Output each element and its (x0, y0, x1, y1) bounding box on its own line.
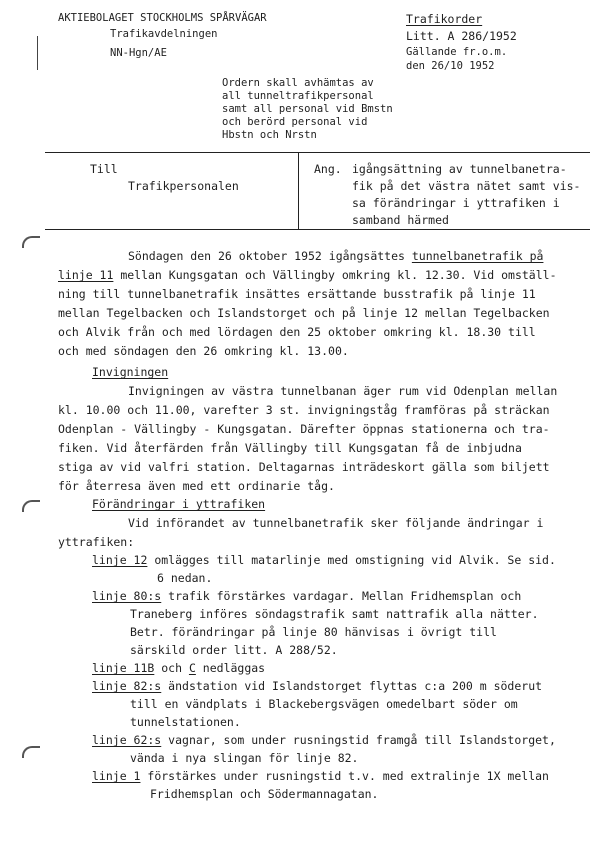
pickup-note-line: Ordern skall avhämtas av (222, 77, 374, 89)
pickup-note-line: och berörd personal vid (222, 116, 368, 128)
punch-hole-mark (22, 500, 40, 512)
address-box-top-rule (45, 152, 590, 153)
punch-hole-mark (22, 746, 40, 758)
inauguration-line: stiga av vid valfri station. Deltagarnas inträdeskort gälla som biljett (58, 460, 550, 474)
change-item-linje-1: linje 1 förstärkes under rusningstid t.v. med extralinje 1X mellan (92, 769, 549, 783)
intro-paragraph-line: Söndagen den 26 oktober 1952 igångsättes tunnelbanetrafik på (128, 249, 544, 263)
change-item-linje-82: linje 82:s ändstation vid Islandstorget flyttas c:a 200 m söderut (92, 679, 543, 693)
subject-line: igångsättning av tunnelbanetra- (352, 162, 567, 176)
reference-code: NN-Hgn/AE (110, 47, 167, 59)
change-item-linje-80: linje 80:s trafik förstärkes vardagar. Mellan Fridhemsplan och (92, 589, 522, 603)
intro-paragraph-line: mellan Tegelbacken och Islandstorget och på linje 12 mellan Tegelbacken (58, 306, 550, 320)
change-item-continuation: Betr. förändringar på linje 80 hänvisas i övrigt till (130, 625, 497, 639)
inauguration-line: kl. 10.00 och 11.00, varefter 3 st. invigningståg framföras på sträckan (58, 403, 550, 417)
change-item-linje-11b-c: linje 11B och C nedläggas (92, 661, 266, 675)
change-item-linje-12: linje 12 omlägges till matarlinje med omstigning vid Alvik. Se sid. (92, 553, 556, 567)
changes-intro-line: yttrafiken: (58, 535, 135, 549)
order-number: Litt. A 286/1952 (406, 29, 517, 43)
company-name: AKTIEBOLAGET STOCKHOLMS SPÅRVÄGAR (58, 12, 267, 24)
intro-paragraph-line: och Alvik från och med lördagen den 25 oktober omkring kl. 18.30 till (58, 325, 536, 339)
inauguration-line: Invigningen av västra tunnelbanan äger rum vid Odenplan mellan (128, 384, 558, 398)
validity-line-2: den 26/10 1952 (406, 60, 495, 72)
intro-paragraph-line: linje 11 mellan Kungsgatan och Vällingby omkring kl. 12.30. Vid omställ- (58, 268, 557, 282)
address-box-divider (298, 152, 299, 229)
recipient: Trafikpersonalen (128, 179, 239, 193)
pickup-note-line: samt all personal vid Bmstn (222, 103, 393, 115)
changes-heading: Förändringar i yttrafiken (92, 497, 266, 511)
department-name: Trafikavdelningen (110, 28, 218, 40)
change-item-continuation: Fridhemsplan och Södermannagatan. (150, 787, 379, 801)
subject-line: sa förändringar i yttrafiken i (352, 196, 560, 210)
change-item-linje-62: linje 62:s vagnar, som under rusningstid framgå till Islandstorget, (92, 733, 556, 747)
subject-line: fik på det västra nätet samt vis- (352, 179, 581, 193)
inauguration-line: för återresa även med ett ordinarie tåg. (58, 479, 335, 493)
intro-paragraph-line: och med söndagen den 26 omkring kl. 13.00. (58, 344, 349, 358)
validity-line-1: Gällande fr.o.m. (406, 46, 508, 58)
inauguration-line: Odenplan - Vällingby - Kungsgatan. Därefter öppnas stationerna och tra- (58, 422, 550, 436)
subject-line: samband härmed (352, 213, 449, 227)
subject-label: Ang. (314, 162, 342, 176)
punch-hole-mark (22, 236, 40, 248)
address-box-bottom-rule (45, 229, 590, 230)
inauguration-line: fiken. Vid återfärden från Vällingby till Kungsgatan få de inbjudna (58, 441, 522, 455)
order-type: Trafikorder (406, 12, 483, 26)
pickup-note-line: Hbstn och Nrstn (222, 129, 317, 141)
intro-paragraph-line: ning till tunnelbanetrafik insättes ersättande busstrafik på linje 11 (58, 287, 536, 301)
margin-mark (37, 36, 38, 70)
to-label: Till (90, 162, 118, 176)
change-item-continuation: 6 nedan. (157, 571, 213, 585)
changes-intro-line: Vid införandet av tunnelbanetrafik sker följande ändringar i (128, 516, 544, 530)
change-item-continuation: särskild order litt. A 288/52. (130, 643, 338, 657)
inauguration-heading: Invigningen (92, 365, 169, 379)
change-item-continuation: tunnelstationen. (130, 715, 241, 729)
pickup-note-line: all tunneltrafikpersonal (222, 90, 374, 102)
change-item-continuation: till en vändplats i Blackebergsvägen omedelbart söder om (130, 697, 518, 711)
change-item-continuation: Traneberg införes söndagstrafik samt nattrafik alla nätter. (130, 607, 539, 621)
change-item-continuation: vända i nya slingan för linje 82. (130, 751, 359, 765)
